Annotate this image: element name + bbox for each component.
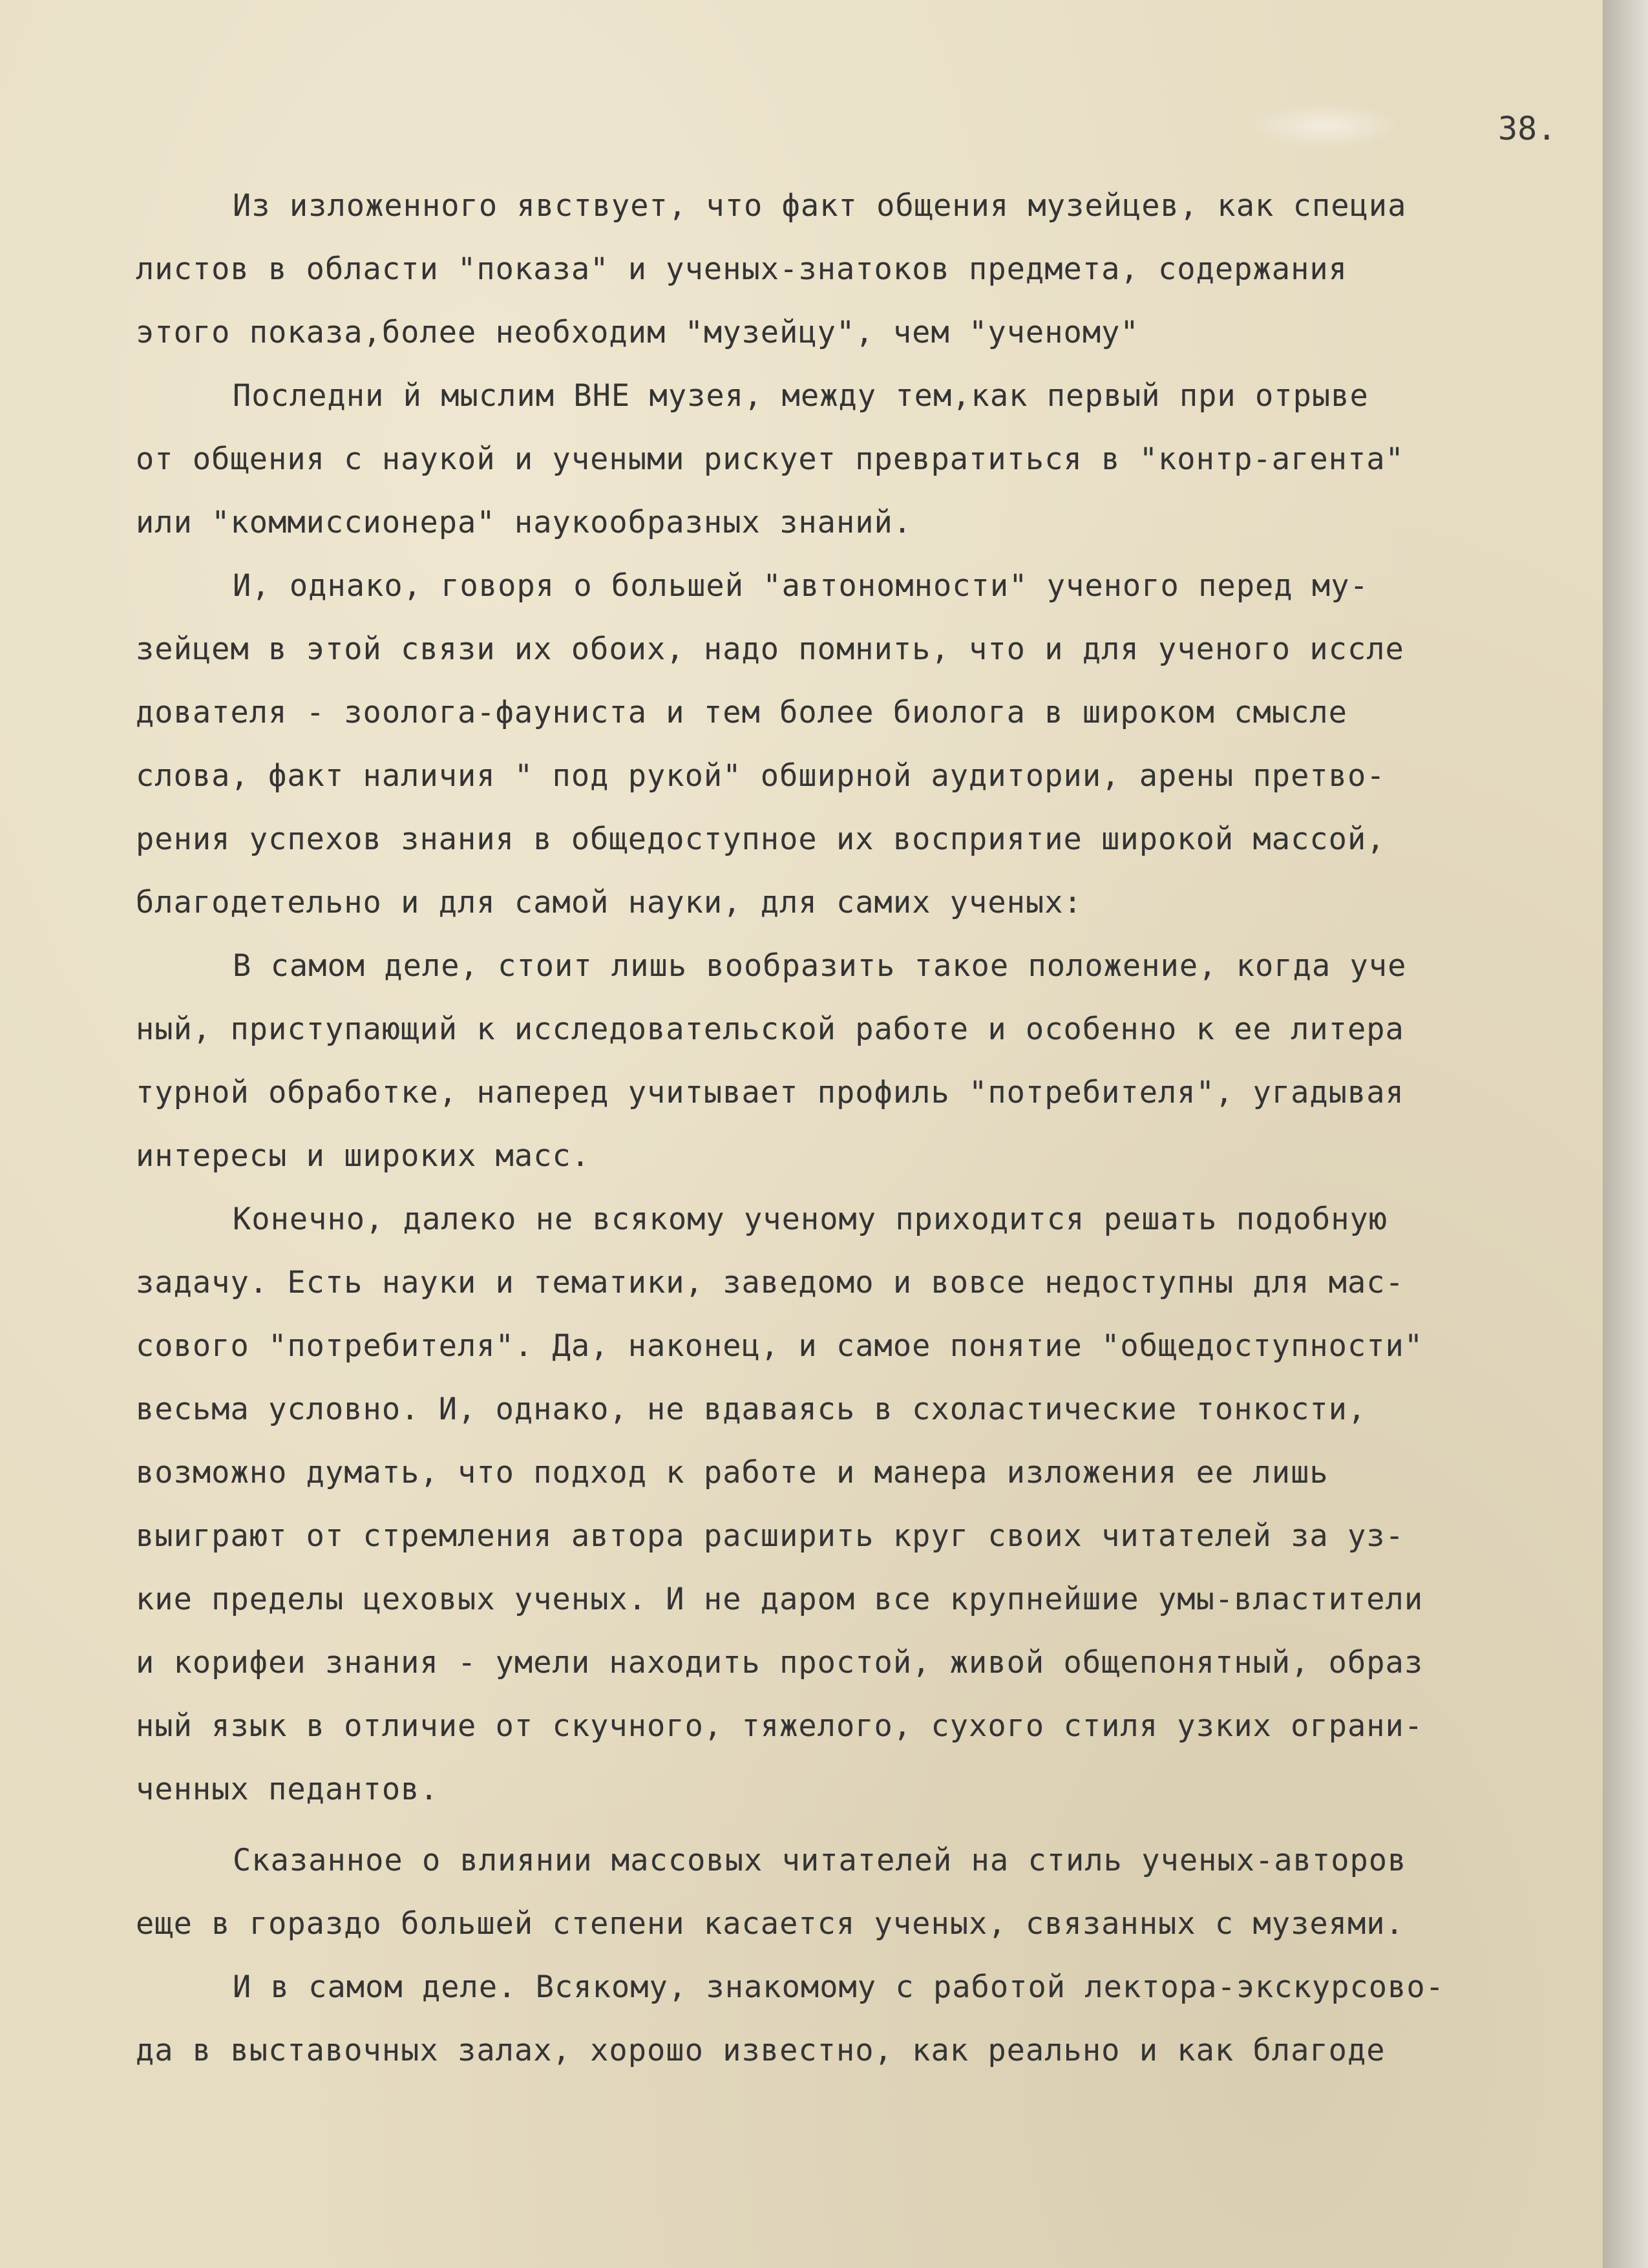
text-line: Последни й мыслим ВНЕ музея, между тем,как первый при отрыве (233, 378, 1369, 414)
text-line: ный язык в отличие от скучного, тяжелого, сухого стиля узких ограни- (136, 1708, 1424, 1744)
text-line: кие пределы цеховых ученых. И не даром все крупнейшие умы-властители (136, 1582, 1424, 1617)
body-text (136, 175, 1590, 2083)
text-line: Сказанное о влиянии массовых читателей на стиль ученых-авторов (233, 1843, 1407, 1878)
text-line: дователя - зоолога-фауниста и тем более биолога в широком смысле (136, 695, 1347, 730)
text-line: этого показа,более необходим "музейцу", чем "ученому" (136, 315, 1139, 350)
text-line: Конечно, далеко не всякому ученому приходится решать подобную (233, 1202, 1388, 1237)
text-line: сового "потребителя". Да, наконец, и самое понятие "общедоступности" (136, 1328, 1424, 1364)
background-edge (1603, 0, 1648, 2268)
text-line: рения успехов знания в общедоступное их восприятие широкой массой, (136, 821, 1386, 857)
page-number: 38. (1498, 110, 1557, 147)
text-line: И, однако, говоря о большей "автономности" ученого перед му- (233, 568, 1369, 604)
text-line: И в самом деле. Всякому, знакомому с работой лектора-экскурсово- (233, 1969, 1444, 2005)
text-line: или "коммиссионера" наукообразных знаний. (136, 505, 913, 540)
text-line: зейцем в этой связи их обоих, надо помнить, что и для ученого иссле (136, 631, 1404, 667)
text-line: еще в гораздо большей степени касается ученых, связанных с музеями. (136, 1906, 1404, 1942)
text-line: благодетельно и для самой науки, для самих ученых: (136, 885, 1083, 920)
text-line: выиграют от стремления автора расширить круг своих читателей за уз- (136, 1518, 1404, 1554)
text-line: от общения с наукой и учеными рискует превратиться в "контр-агента" (136, 441, 1404, 477)
text-line: задачу. Есть науки и тематики, заведомо и вовсе недоступны для мас- (136, 1265, 1404, 1300)
text-line: ный, приступающий к исследовательской работе и особенно к ее литера (136, 1012, 1404, 1047)
text-line: интересы и широких масс. (136, 1138, 591, 1174)
text-line: и корифеи знания - умели находить простой, живой общепонятный, образ (136, 1645, 1424, 1680)
text-line: В самом деле, стоит лишь вообразить такое положение, когда уче (233, 948, 1407, 984)
faint-stamp-mark (1247, 103, 1402, 149)
text-line: весьма условно. И, однако, не вдаваясь в схоластические тонкости, (136, 1392, 1367, 1427)
text-line: турной обработке, наперед учитывает профиль "потребителя", угадывая (136, 1075, 1404, 1110)
text-line: возможно думать, что подход к работе и манера изложения ее лишь (136, 1455, 1329, 1490)
text-line: Из изложенного явствует, что факт общения музейцев, как специа (233, 188, 1407, 224)
text-line: да в выставочных залах, хорошо известно, как реально и как благоде (136, 2033, 1386, 2068)
text-line: ченных педантов. (136, 1772, 439, 1807)
text-line: слова, факт наличия " под рукой" обширной аудитории, арены претво- (136, 758, 1386, 794)
text-line: листов в области "показа" и ученых-знатоков предмета, содержания (136, 251, 1347, 287)
